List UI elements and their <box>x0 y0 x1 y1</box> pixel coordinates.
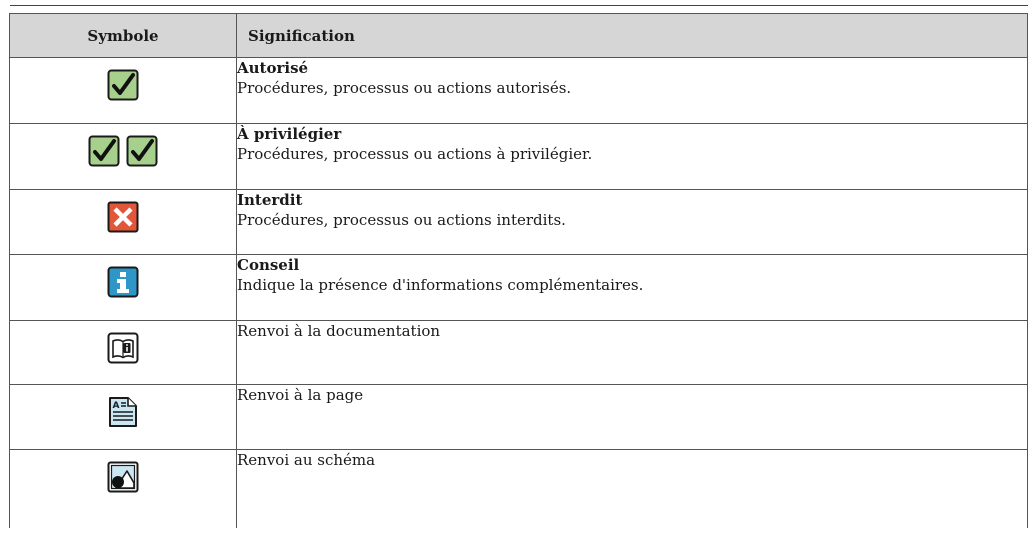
row-description: Renvoi à la documentation <box>237 322 441 340</box>
symbol-cell <box>10 321 237 385</box>
symbol-cell <box>10 385 237 450</box>
symbol-cell <box>10 58 237 124</box>
row-description: Renvoi au schéma <box>237 451 376 469</box>
row-description: Indique la présence d'informations complémentaires. <box>237 276 644 294</box>
svg-text:A: A <box>112 401 120 411</box>
row-description: Procédures, processus ou actions autorisés. <box>237 79 572 97</box>
table-row <box>10 58 1028 124</box>
page-reference-icon <box>107 396 139 428</box>
forbidden-cross-icon <box>107 201 139 233</box>
table-row <box>10 450 1028 528</box>
row-description: Procédures, processus ou actions interdits. <box>237 211 566 229</box>
row-title: Conseil <box>237 256 300 274</box>
row-title: Autorisé <box>237 59 309 77</box>
figure-reference-icon <box>107 461 139 493</box>
meaning-cell <box>237 190 1028 255</box>
symbol-table <box>9 13 1028 528</box>
meaning-cell <box>237 124 1028 190</box>
checkmark-icon <box>126 135 158 167</box>
row-title: À privilégier <box>237 125 342 143</box>
book-reference-icon <box>107 332 139 364</box>
symbol-cell <box>10 255 237 321</box>
meaning-cell <box>237 58 1028 124</box>
row-description: Procédures, processus ou actions à privilégier. <box>237 145 593 163</box>
header-meaning-label: Signification <box>248 26 355 45</box>
row-title: Interdit <box>237 191 303 209</box>
info-icon <box>107 266 139 298</box>
symbol-cell <box>10 190 237 255</box>
table-header-row <box>10 14 1028 58</box>
table-row <box>10 385 1028 450</box>
header-symbol: Symbole <box>10 14 237 58</box>
header-meaning <box>237 14 1028 58</box>
symbol-cell <box>10 124 237 190</box>
table-row <box>10 255 1028 321</box>
meaning-cell <box>237 450 1028 528</box>
table-row <box>10 321 1028 385</box>
meaning-cell <box>237 385 1028 450</box>
table-row <box>10 124 1028 190</box>
top-rule <box>10 5 1028 6</box>
row-description: Renvoi à la page <box>237 386 364 404</box>
meaning-cell <box>237 321 1028 385</box>
checkmark-icon <box>107 69 139 101</box>
symbol-cell <box>10 450 237 528</box>
table-row <box>10 190 1028 255</box>
meaning-cell <box>237 255 1028 321</box>
checkmark-icon <box>88 135 120 167</box>
